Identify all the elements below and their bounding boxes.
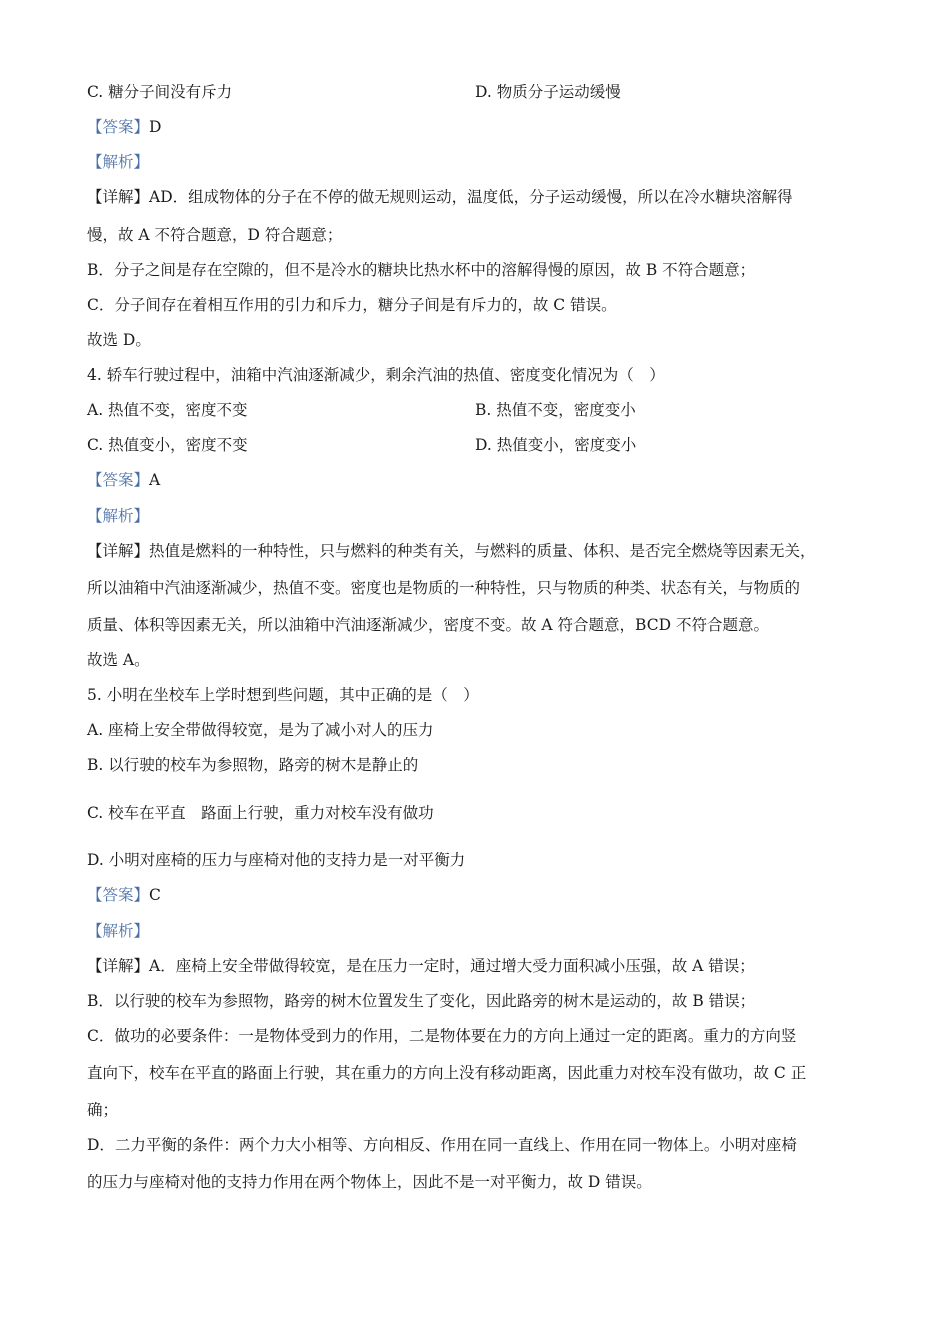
q3-option-c: C. 糖分子间没有斥力 bbox=[87, 83, 233, 101]
q4-detail-line-3: 质量、体积等因素无关，所以油箱中汽油逐渐减少，密度不变。故 A 符合题意，BCD 不符合题意。 bbox=[87, 616, 769, 634]
detail-tag: 【详解】 bbox=[87, 188, 150, 206]
detail-text: A．座椅上安全带做得较宽，是在压力一定时，通过增大受力面积减小压强，故 A 错误； bbox=[149, 957, 755, 975]
answer-value: A bbox=[149, 471, 161, 489]
q5-detail-line-3: C．做功的必要条件：一是物体受到力的作用，二是物体要在力的方向上通过一定的距离。重力的方向竖 bbox=[87, 1027, 797, 1045]
q3-detail-line-2: 慢，故 A 不符合题意，D 符合题意； bbox=[87, 226, 343, 244]
answer-value: D bbox=[149, 118, 162, 136]
detail-tag: 【详解】 bbox=[87, 542, 150, 560]
q4-detail-line-2: 所以油箱中汽油逐渐减少，热值不变。密度也是物质的一种特性，只与物质的种类、状态有关，与物质的 bbox=[87, 579, 801, 597]
detail-tag: 【详解】 bbox=[87, 957, 150, 975]
q5-detail-line-2: B．以行驶的校车为参照物，路旁的树木位置发生了变化，因此路旁的树木是运动的，故 B 错误； bbox=[87, 992, 756, 1010]
detail-text: AD．组成物体的分子在不停的做无规则运动，温度低，分子运动缓慢，所以在冷水糖块溶解得 bbox=[149, 188, 793, 206]
q3-detail-line-3: B．分子之间是存在空隙的，但不是冷水的糖块比热水杯中的溶解得慢的原因，故 B 不符合题意； bbox=[87, 261, 756, 279]
q3-analysis-tag: 【解析】 bbox=[87, 153, 150, 171]
q3-detail-line-4: C．分子间存在着相互作用的引力和斥力，糖分子间是有斥力的，故 C 错误。 bbox=[87, 296, 617, 314]
answer-value: C bbox=[149, 886, 161, 904]
q3-detail-line-1 bbox=[87, 187, 793, 207]
q5-detail-line-1 bbox=[87, 956, 755, 976]
q3-answer bbox=[87, 117, 161, 137]
detail-text: 热值是燃料的一种特性，只与燃料的种类有关，与燃料的质量、体积、是否完全燃烧等因素无关， bbox=[149, 542, 816, 560]
answer-tag: 【答案】 bbox=[87, 471, 150, 489]
q4-answer bbox=[87, 470, 160, 490]
q5-analysis-tag: 【解析】 bbox=[87, 922, 150, 940]
q5-stem: 5. 小明在坐校车上学时想到些问题，其中正确的是（ ） bbox=[87, 686, 479, 704]
answer-tag: 【答案】 bbox=[87, 886, 150, 904]
q5-option-d: D. 小明对座椅的压力与座椅对他的支持力是一对平衡力 bbox=[87, 851, 466, 869]
q4-stem: 4. 轿车行驶过程中，油箱中汽油逐渐减少，剩余汽油的热值、密度变化情况为（ ） bbox=[87, 366, 665, 384]
q4-detail-line-1 bbox=[87, 541, 816, 561]
q4-analysis-tag: 【解析】 bbox=[87, 507, 150, 525]
q5-detail-line-5: 确； bbox=[87, 1101, 119, 1119]
q5-detail-line-6: D．二力平衡的条件：两个力大小相等、方向相反、作用在同一直线上、作用在同一物体上。小明对座椅 bbox=[87, 1136, 797, 1154]
q3-conclusion: 故选 D。 bbox=[87, 331, 151, 349]
q5-detail-line-4: 直向下，校车在平直的路面上行驶，其在重力的方向上没有移动距离，因此重力对校车没有做功，故 C 正 bbox=[87, 1064, 807, 1082]
q4-conclusion: 故选 A。 bbox=[87, 651, 150, 669]
q4-option-b: B. 热值不变，密度变小 bbox=[475, 401, 636, 419]
q4-option-d: D. 热值变小，密度变小 bbox=[475, 436, 637, 454]
answer-tag: 【答案】 bbox=[87, 118, 150, 136]
q5-option-a: A. 座椅上安全带做得较宽，是为了减小对人的压力 bbox=[87, 721, 434, 739]
q4-option-c: C. 热值变小，密度不变 bbox=[87, 436, 248, 454]
q4-option-a: A. 热值不变，密度不变 bbox=[87, 401, 248, 419]
q5-option-c: C. 校车在平直 路面上行驶，重力对校车没有做功 bbox=[87, 804, 434, 822]
q5-option-b: B. 以行驶的校车为参照物，路旁的树木是静止的 bbox=[87, 756, 419, 774]
q5-answer bbox=[87, 885, 161, 905]
q3-option-d: D. 物质分子运动缓慢 bbox=[475, 83, 621, 101]
q5-detail-line-7: 的压力与座椅对他的支持力作用在两个物体上，因此不是一对平衡力，故 D 错误。 bbox=[87, 1173, 652, 1191]
